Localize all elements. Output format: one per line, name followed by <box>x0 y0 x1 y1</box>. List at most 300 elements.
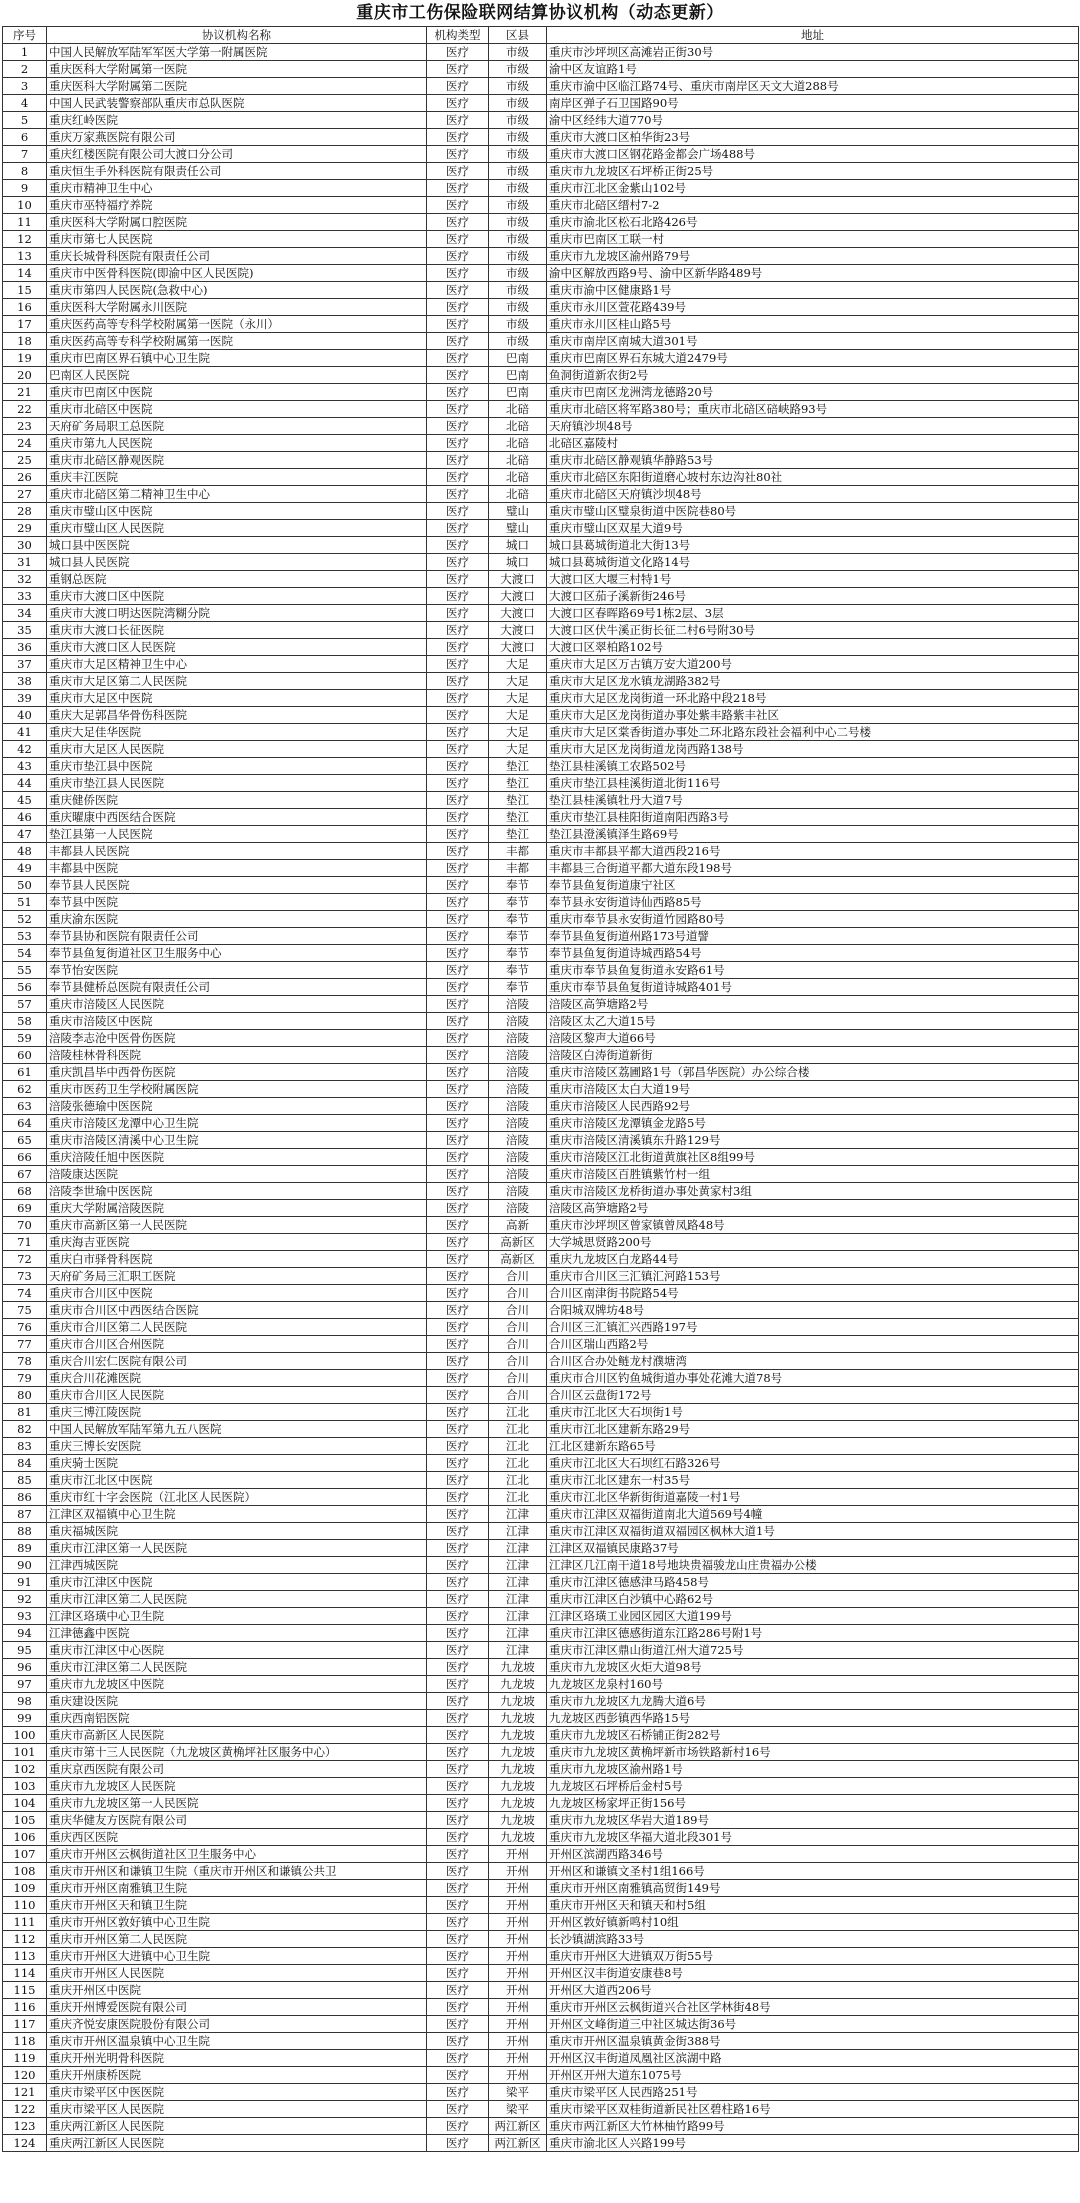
row-type: 医疗 <box>427 843 489 860</box>
row-name: 涪陵桂林骨科医院 <box>47 1047 427 1064</box>
table-row <box>3 401 1079 418</box>
row-address: 重庆市九龙坡区渝州路1号 <box>547 1761 1079 1778</box>
table-row <box>3 367 1079 384</box>
row-name: 重庆大足郭昌华骨伤科医院 <box>47 707 427 724</box>
table-row <box>3 214 1079 231</box>
table-row <box>3 44 1079 61</box>
header-index: 序号 <box>3 27 47 44</box>
row-type: 医疗 <box>427 1370 489 1387</box>
row-index: 48 <box>3 843 47 860</box>
row-district: 开州 <box>489 2016 547 2033</box>
row-type: 医疗 <box>427 129 489 146</box>
table-row <box>3 486 1079 503</box>
row-name: 重庆两江新区人民医院 <box>47 2135 427 2152</box>
row-district: 九龙坡 <box>489 1778 547 1795</box>
row-district: 江津 <box>489 1506 547 1523</box>
row-type: 医疗 <box>427 146 489 163</box>
institutions-table <box>2 26 1079 2152</box>
row-name: 重庆市合川区人民医院 <box>47 1387 427 1404</box>
row-index: 110 <box>3 1897 47 1914</box>
row-address: 开州区和谦镇文圣村1组166号 <box>547 1863 1079 1880</box>
table-row <box>3 1744 1079 1761</box>
row-index: 21 <box>3 384 47 401</box>
row-address: 丰都县三合街道平都大道东段198号 <box>547 860 1079 877</box>
row-index: 113 <box>3 1948 47 1965</box>
row-address: 重庆市永川区萱花路439号 <box>547 299 1079 316</box>
row-district: 涪陵 <box>489 996 547 1013</box>
row-address: 北碚区嘉陵村 <box>547 435 1079 452</box>
row-type: 医疗 <box>427 1795 489 1812</box>
row-type: 医疗 <box>427 520 489 537</box>
row-address: 重庆市两江新区大竹林柚竹路99号 <box>547 2118 1079 2135</box>
table-row <box>3 129 1079 146</box>
row-district: 大渡口 <box>489 622 547 639</box>
row-index: 61 <box>3 1064 47 1081</box>
row-district: 奉节 <box>489 911 547 928</box>
row-district: 九龙坡 <box>489 1676 547 1693</box>
row-index: 88 <box>3 1523 47 1540</box>
row-index: 1 <box>3 44 47 61</box>
row-index: 18 <box>3 333 47 350</box>
row-type: 医疗 <box>427 860 489 877</box>
table-row <box>3 1727 1079 1744</box>
row-name: 重庆市璧山区中医院 <box>47 503 427 520</box>
row-name: 江津德鑫中医院 <box>47 1625 427 1642</box>
row-address: 重庆市江北区建新东路29号 <box>547 1421 1079 1438</box>
row-name: 涪陵张德瑜中医医院 <box>47 1098 427 1115</box>
table-row <box>3 571 1079 588</box>
row-district: 市级 <box>489 316 547 333</box>
row-name: 重庆市第十三人民医院（九龙坡区黄桷坪社区服务中心） <box>47 1744 427 1761</box>
row-index: 91 <box>3 1574 47 1591</box>
table-row <box>3 1047 1079 1064</box>
table-row <box>3 1319 1079 1336</box>
row-type: 医疗 <box>427 622 489 639</box>
table-row <box>3 1982 1079 1999</box>
row-district: 市级 <box>489 197 547 214</box>
row-name: 重庆市高新区第一人民医院 <box>47 1217 427 1234</box>
row-address: 重庆市涪陵区百胜镇紫竹村一组 <box>547 1166 1079 1183</box>
row-type: 医疗 <box>427 2118 489 2135</box>
row-type: 医疗 <box>427 1982 489 1999</box>
table-row <box>3 299 1079 316</box>
row-district: 开州 <box>489 1948 547 1965</box>
row-district: 高新 <box>489 1217 547 1234</box>
row-index: 90 <box>3 1557 47 1574</box>
row-index: 51 <box>3 894 47 911</box>
row-district: 奉节 <box>489 979 547 996</box>
row-type: 医疗 <box>427 1812 489 1829</box>
table-row <box>3 418 1079 435</box>
row-name: 重庆市大渡口长征医院 <box>47 622 427 639</box>
row-district: 大足 <box>489 741 547 758</box>
row-type: 医疗 <box>427 1523 489 1540</box>
row-district: 北碚 <box>489 401 547 418</box>
row-name: 奉节县健桥总医院有限责任公司 <box>47 979 427 996</box>
row-index: 27 <box>3 486 47 503</box>
row-name: 重庆市北碚区第二精神卫生中心 <box>47 486 427 503</box>
row-index: 117 <box>3 2016 47 2033</box>
row-index: 29 <box>3 520 47 537</box>
row-name: 重钢总医院 <box>47 571 427 588</box>
row-address: 重庆市涪陵区荔圃路1号（郭昌华医院）办公综合楼 <box>547 1064 1079 1081</box>
row-address: 重庆市开州区天和镇天和村5组 <box>547 1897 1079 1914</box>
row-address: 重庆市大足区棠香街道办事处二环北路东段社会福利中心二号楼 <box>547 724 1079 741</box>
row-name: 重庆市梁平区人民医院 <box>47 2101 427 2118</box>
row-type: 医疗 <box>427 163 489 180</box>
row-index: 2 <box>3 61 47 78</box>
row-address: 涪陵区黎声大道66号 <box>547 1030 1079 1047</box>
row-index: 42 <box>3 741 47 758</box>
row-address: 重庆市北碚区天府镇沙坝48号 <box>547 486 1079 503</box>
row-district: 九龙坡 <box>489 1727 547 1744</box>
table-row <box>3 1438 1079 1455</box>
row-address: 九龙坡区石坪桥后金村5号 <box>547 1778 1079 1795</box>
row-name: 重庆市合川区第二人民医院 <box>47 1319 427 1336</box>
row-type: 医疗 <box>427 945 489 962</box>
row-address: 重庆市江津区鼎山街道江州大道725号 <box>547 1642 1079 1659</box>
row-address: 重庆市九龙坡区华福大道北段301号 <box>547 1829 1079 1846</box>
row-type: 医疗 <box>427 1557 489 1574</box>
row-index: 72 <box>3 1251 47 1268</box>
row-district: 垫江 <box>489 775 547 792</box>
row-type: 医疗 <box>427 639 489 656</box>
row-address: 重庆市巴南区界石东城大道2479号 <box>547 350 1079 367</box>
table-row <box>3 384 1079 401</box>
row-address: 重庆市九龙坡区石坪桥正街25号 <box>547 163 1079 180</box>
row-index: 103 <box>3 1778 47 1795</box>
row-district: 开州 <box>489 1999 547 2016</box>
row-district: 大渡口 <box>489 639 547 656</box>
table-row <box>3 2135 1079 2152</box>
row-name: 重庆开州博爱医院有限公司 <box>47 1999 427 2016</box>
row-type: 医疗 <box>427 826 489 843</box>
table-row <box>3 1863 1079 1880</box>
row-name: 重庆市合川区中西医结合医院 <box>47 1302 427 1319</box>
row-name: 重庆市大渡口明达医院湾糊分院 <box>47 605 427 622</box>
table-row <box>3 1523 1079 1540</box>
row-address: 重庆市永川区桂山路5号 <box>547 316 1079 333</box>
row-address: 重庆市渝北区松石北路426号 <box>547 214 1079 231</box>
row-district: 城口 <box>489 554 547 571</box>
table-row <box>3 1693 1079 1710</box>
table-row <box>3 1404 1079 1421</box>
row-district: 江津 <box>489 1591 547 1608</box>
row-name: 城口县中医医院 <box>47 537 427 554</box>
row-index: 112 <box>3 1931 47 1948</box>
table-row <box>3 197 1079 214</box>
row-index: 23 <box>3 418 47 435</box>
row-type: 医疗 <box>427 316 489 333</box>
row-address: 重庆市涪陵区龙潭镇金龙路5号 <box>547 1115 1079 1132</box>
row-name: 奉节县鱼复街道社区卫生服务中心 <box>47 945 427 962</box>
row-name: 重庆市合川区中医院 <box>47 1285 427 1302</box>
row-type: 医疗 <box>427 2101 489 2118</box>
row-address: 重庆市江北区大石坝街1号 <box>547 1404 1079 1421</box>
row-type: 医疗 <box>427 996 489 1013</box>
row-type: 医疗 <box>427 911 489 928</box>
row-name: 重庆市精神卫生中心 <box>47 180 427 197</box>
row-type: 医疗 <box>427 2067 489 2084</box>
table-row <box>3 1540 1079 1557</box>
row-name: 重庆曜康中西医结合医院 <box>47 809 427 826</box>
row-address: 重庆市开州区云枫街道兴合社区学林街48号 <box>547 1999 1079 2016</box>
row-type: 医疗 <box>427 1064 489 1081</box>
row-address: 江津区双福镇民康路37号 <box>547 1540 1079 1557</box>
row-type: 医疗 <box>427 1591 489 1608</box>
table-row <box>3 1965 1079 1982</box>
row-type: 医疗 <box>427 1030 489 1047</box>
row-type: 医疗 <box>427 928 489 945</box>
row-address: 开州区滨湖西路346号 <box>547 1846 1079 1863</box>
header-type: 机构类型 <box>427 27 489 44</box>
row-name: 重庆市开州区第二人民医院 <box>47 1931 427 1948</box>
row-address: 重庆市大足区龙岗街道龙岗西路138号 <box>547 741 1079 758</box>
row-district: 丰都 <box>489 860 547 877</box>
row-name: 重庆市合川区合州医院 <box>47 1336 427 1353</box>
row-type: 医疗 <box>427 1200 489 1217</box>
row-index: 100 <box>3 1727 47 1744</box>
row-district: 垫江 <box>489 758 547 775</box>
row-index: 79 <box>3 1370 47 1387</box>
row-address: 重庆市九龙坡区渝州路79号 <box>547 248 1079 265</box>
row-type: 医疗 <box>427 1846 489 1863</box>
row-name: 重庆市九龙坡区中医院 <box>47 1676 427 1693</box>
table-row <box>3 826 1079 843</box>
table-row <box>3 316 1079 333</box>
table-row <box>3 945 1079 962</box>
table-row <box>3 1931 1079 1948</box>
row-type: 医疗 <box>427 1829 489 1846</box>
row-name: 重庆涪陵任旭中医医院 <box>47 1149 427 1166</box>
row-district: 璧山 <box>489 503 547 520</box>
row-type: 医疗 <box>427 1472 489 1489</box>
row-index: 25 <box>3 452 47 469</box>
row-index: 116 <box>3 1999 47 2016</box>
row-name: 重庆健侨医院 <box>47 792 427 809</box>
row-district: 江津 <box>489 1642 547 1659</box>
table-row <box>3 1183 1079 1200</box>
table-row <box>3 1285 1079 1302</box>
row-address: 奉节县鱼复街道诗城西路54号 <box>547 945 1079 962</box>
row-index: 89 <box>3 1540 47 1557</box>
table-row <box>3 843 1079 860</box>
row-type: 医疗 <box>427 1931 489 1948</box>
row-district: 北碚 <box>489 435 547 452</box>
row-name: 奉节怡安医院 <box>47 962 427 979</box>
row-index: 84 <box>3 1455 47 1472</box>
row-index: 87 <box>3 1506 47 1523</box>
row-name: 奉节县协和医院有限责任公司 <box>47 928 427 945</box>
row-type: 医疗 <box>427 1013 489 1030</box>
row-index: 80 <box>3 1387 47 1404</box>
row-name: 重庆合川花滩医院 <box>47 1370 427 1387</box>
row-index: 33 <box>3 588 47 605</box>
row-name: 重庆市江津区第二人民医院 <box>47 1659 427 1676</box>
row-address: 合川区南津街书院路54号 <box>547 1285 1079 1302</box>
row-index: 71 <box>3 1234 47 1251</box>
row-address: 合川区瑞山西路2号 <box>547 1336 1079 1353</box>
row-district: 市级 <box>489 129 547 146</box>
row-address: 重庆市九龙坡区黄桷坪新市场铁路新村16号 <box>547 1744 1079 1761</box>
row-name: 重庆市江津区第一人民医院 <box>47 1540 427 1557</box>
row-address: 重庆市渝中区健康路1号 <box>547 282 1079 299</box>
row-index: 31 <box>3 554 47 571</box>
row-index: 75 <box>3 1302 47 1319</box>
row-index: 28 <box>3 503 47 520</box>
table-row <box>3 2050 1079 2067</box>
row-index: 99 <box>3 1710 47 1727</box>
row-district: 巴南 <box>489 367 547 384</box>
row-name: 重庆丰江医院 <box>47 469 427 486</box>
row-address: 重庆市大渡口区钢花路金都会广场488号 <box>547 146 1079 163</box>
row-district: 高新区 <box>489 1234 547 1251</box>
table-row <box>3 282 1079 299</box>
row-type: 医疗 <box>427 486 489 503</box>
row-index: 47 <box>3 826 47 843</box>
row-address: 城口县葛城街道北大街13号 <box>547 537 1079 554</box>
row-index: 68 <box>3 1183 47 1200</box>
row-type: 医疗 <box>427 1676 489 1693</box>
row-index: 11 <box>3 214 47 231</box>
row-district: 九龙坡 <box>489 1795 547 1812</box>
row-district: 丰都 <box>489 843 547 860</box>
row-type: 医疗 <box>427 1659 489 1676</box>
row-index: 56 <box>3 979 47 996</box>
row-type: 医疗 <box>427 877 489 894</box>
row-district: 合川 <box>489 1336 547 1353</box>
row-address: 重庆九龙坡区白龙路44号 <box>547 1251 1079 1268</box>
row-index: 96 <box>3 1659 47 1676</box>
row-district: 市级 <box>489 180 547 197</box>
table-row <box>3 1013 1079 1030</box>
row-index: 37 <box>3 656 47 673</box>
row-address: 重庆市梁平区双桂街道新民社区碧柱路16号 <box>547 2101 1079 2118</box>
row-index: 106 <box>3 1829 47 1846</box>
row-address: 江津区几江南干道18号地块贵福骏龙山庄贵福办公楼 <box>547 1557 1079 1574</box>
row-name: 重庆长城骨科医院有限责任公司 <box>47 248 427 265</box>
row-index: 15 <box>3 282 47 299</box>
row-index: 22 <box>3 401 47 418</box>
table-row <box>3 520 1079 537</box>
table-row <box>3 2118 1079 2135</box>
table-row <box>3 452 1079 469</box>
row-district: 奉节 <box>489 894 547 911</box>
row-name: 巴南区人民医院 <box>47 367 427 384</box>
table-row <box>3 996 1079 1013</box>
row-type: 医疗 <box>427 1540 489 1557</box>
row-name: 江津区珞璜中心卫生院 <box>47 1608 427 1625</box>
row-type: 医疗 <box>427 1047 489 1064</box>
table-row <box>3 1557 1079 1574</box>
table-header-row <box>3 27 1079 44</box>
row-index: 62 <box>3 1081 47 1098</box>
row-type: 医疗 <box>427 78 489 95</box>
row-name: 重庆医科大学附属永川医院 <box>47 299 427 316</box>
row-index: 114 <box>3 1965 47 1982</box>
table-row <box>3 911 1079 928</box>
row-type: 医疗 <box>427 333 489 350</box>
row-district: 涪陵 <box>489 1098 547 1115</box>
row-index: 24 <box>3 435 47 452</box>
row-index: 17 <box>3 316 47 333</box>
row-address: 大渡口区茄子溪新街246号 <box>547 588 1079 605</box>
row-address: 大渡口区大堰三村特1号 <box>547 571 1079 588</box>
row-name: 重庆开州康桥医院 <box>47 2067 427 2084</box>
table-row <box>3 1098 1079 1115</box>
row-district: 梁平 <box>489 2084 547 2101</box>
table-row <box>3 673 1079 690</box>
row-name: 重庆市九龙坡区人民医院 <box>47 1778 427 1795</box>
row-district: 开州 <box>489 1846 547 1863</box>
row-district: 合川 <box>489 1353 547 1370</box>
table-row <box>3 163 1079 180</box>
row-index: 93 <box>3 1608 47 1625</box>
table-row <box>3 1812 1079 1829</box>
row-type: 医疗 <box>427 2016 489 2033</box>
row-name: 重庆西南铝医院 <box>47 1710 427 1727</box>
row-type: 医疗 <box>427 1999 489 2016</box>
row-index: 20 <box>3 367 47 384</box>
row-address: 重庆市南岸区南城大道301号 <box>547 333 1079 350</box>
table-row <box>3 1115 1079 1132</box>
row-district: 江北 <box>489 1438 547 1455</box>
row-district: 涪陵 <box>489 1047 547 1064</box>
row-name: 重庆市九龙坡区第一人民医院 <box>47 1795 427 1812</box>
row-type: 医疗 <box>427 1302 489 1319</box>
table-row <box>3 928 1079 945</box>
row-type: 医疗 <box>427 1506 489 1523</box>
row-index: 94 <box>3 1625 47 1642</box>
row-index: 12 <box>3 231 47 248</box>
row-type: 医疗 <box>427 1404 489 1421</box>
row-district: 奉节 <box>489 945 547 962</box>
row-type: 医疗 <box>427 962 489 979</box>
row-index: 122 <box>3 2101 47 2118</box>
row-district: 江津 <box>489 1608 547 1625</box>
row-district: 梁平 <box>489 2101 547 2118</box>
row-index: 14 <box>3 265 47 282</box>
row-district: 奉节 <box>489 928 547 945</box>
row-index: 115 <box>3 1982 47 1999</box>
table-row <box>3 707 1079 724</box>
row-district: 大足 <box>489 673 547 690</box>
row-type: 医疗 <box>427 979 489 996</box>
row-address: 重庆市北碚区缙村7-2 <box>547 197 1079 214</box>
table-row <box>3 2033 1079 2050</box>
row-index: 40 <box>3 707 47 724</box>
row-type: 医疗 <box>427 1693 489 1710</box>
row-type: 医疗 <box>427 1948 489 1965</box>
table-row <box>3 95 1079 112</box>
row-district: 巴南 <box>489 350 547 367</box>
row-address: 重庆市北碚区静观镇华静路53号 <box>547 452 1079 469</box>
table-row <box>3 1251 1079 1268</box>
row-district: 九龙坡 <box>489 1710 547 1727</box>
row-type: 医疗 <box>427 1166 489 1183</box>
row-name: 重庆海吉亚医院 <box>47 1234 427 1251</box>
row-address: 重庆市大足区龙岗街道办事处紫丰路紫丰社区 <box>547 707 1079 724</box>
document-title: 重庆市工伤保险联网结算协议机构（动态更新） <box>356 3 724 23</box>
row-name: 天府矿务局职工总医院 <box>47 418 427 435</box>
row-address: 开州区大道西206号 <box>547 1982 1079 1999</box>
row-address: 重庆市奉节县鱼复街道永安路61号 <box>547 962 1079 979</box>
row-name: 重庆市第九人民医院 <box>47 435 427 452</box>
table-row <box>3 1659 1079 1676</box>
table-row <box>3 656 1079 673</box>
table-row <box>3 690 1079 707</box>
table-row <box>3 1880 1079 1897</box>
